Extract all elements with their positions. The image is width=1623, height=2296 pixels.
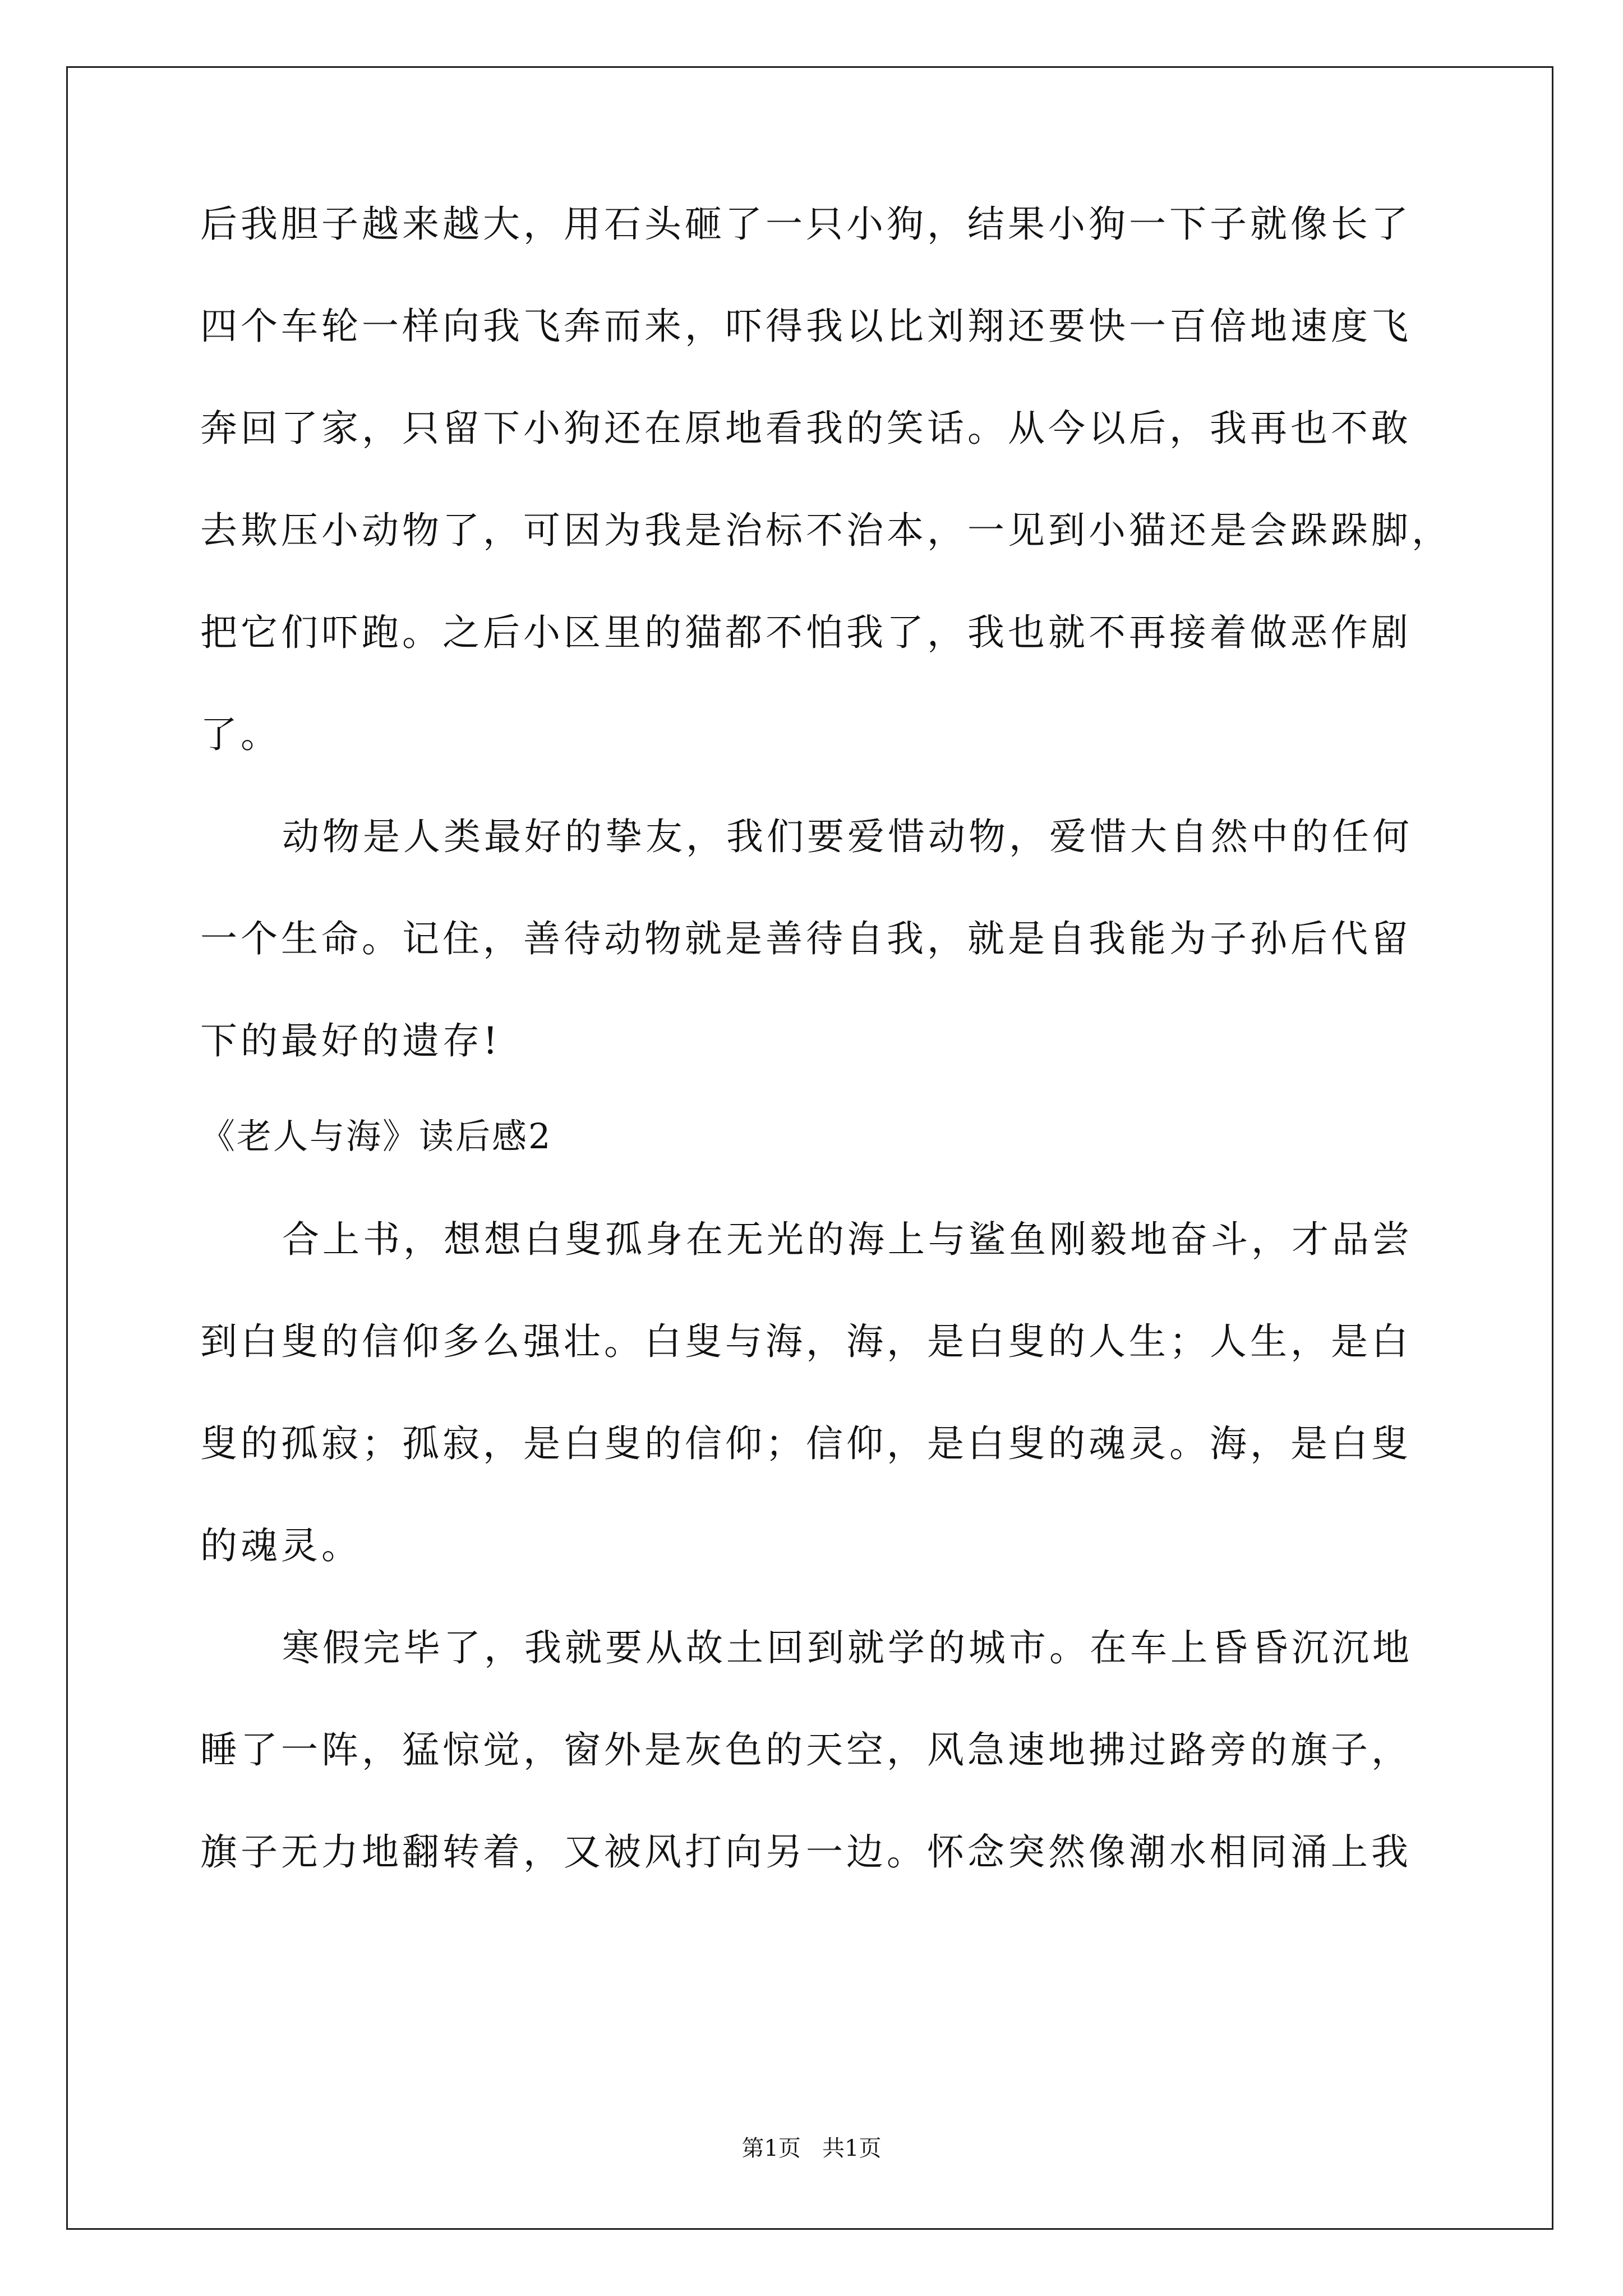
text-line: 奔回了家，只留下小狗还在原地看我的笑话。从今以后，我再也不敢 bbox=[200, 407, 1412, 450]
text-line: 的魂灵。 bbox=[200, 1524, 362, 1567]
text-line: 一个生命。记住，善待动物就是善待自我，就是自我能为子孙后代留 bbox=[200, 917, 1412, 960]
paragraph-first-line: 动物是人类最好的挚友，我们要爱惜动物，爱惜大自然中的任何 bbox=[282, 815, 1413, 858]
paragraph-first-line: 合上书，想想白叟孤身在无光的海上与鲨鱼刚毅地奋斗，才品尝 bbox=[282, 1218, 1413, 1261]
text-line: 了。 bbox=[200, 713, 281, 756]
text-line: 睡了一阵，猛惊觉，窗外是灰色的天空，风急速地拂过路旁的旗子， bbox=[200, 1728, 1412, 1772]
text-line: 叟的孤寂；孤寂，是白叟的信仰；信仰，是白叟的魂灵。海，是白叟 bbox=[200, 1422, 1412, 1465]
text-line: 去欺压小动物了，可因为我是治标不治本，一见到小猫还是会跺跺脚， bbox=[200, 509, 1452, 552]
text-line: 后我胆子越来越大，用石头砸了一只小狗，结果小狗一下子就像长了 bbox=[200, 203, 1412, 246]
page-number-footer: 第1页 共1页 bbox=[741, 2136, 882, 2161]
text-line: 下的最好的遗存! bbox=[200, 1019, 501, 1062]
text-line: 旗子无力地翻转着，又被风打向另一边。怀念突然像潮水相同涌上我 bbox=[200, 1830, 1412, 1874]
text-line: 四个车轮一样向我飞奔而来，吓得我以比刘翔还要快一百倍地速度飞 bbox=[200, 305, 1412, 348]
text-line: 把它们吓跑。之后小区里的猫都不怕我了，我也就不再接着做恶作剧 bbox=[200, 611, 1412, 654]
paragraph-first-line: 寒假完毕了，我就要从故土回到就学的城市。在车上昏昏沉沉地 bbox=[282, 1626, 1413, 1669]
section-heading: 《老人与海》读后感2 bbox=[200, 1116, 552, 1157]
text-line: 到白叟的信仰多么强壮。白叟与海，海，是白叟的人生；人生，是白 bbox=[200, 1320, 1412, 1363]
